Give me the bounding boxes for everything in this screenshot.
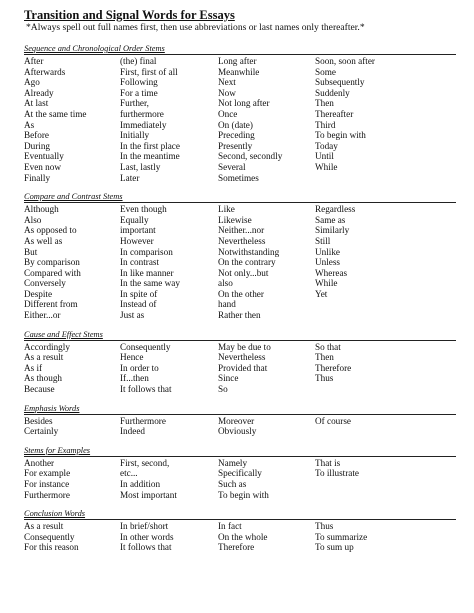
word-cell: Similarly — [315, 225, 350, 236]
word-cell: During — [24, 140, 51, 151]
word-cell — [315, 426, 456, 437]
word-cell: Equally — [120, 214, 149, 225]
word-cell: Next — [218, 77, 236, 88]
word-cell: Even now — [24, 161, 61, 172]
word-cell: Today — [315, 140, 338, 151]
word-cell: First, first of all — [120, 66, 178, 77]
word-cell: At the same time — [24, 108, 87, 119]
word-cell: Nevertheless — [218, 352, 266, 363]
word-cell: Of course — [315, 415, 351, 426]
word-cell: By comparison — [24, 257, 80, 268]
word-cell: Last, lastly — [120, 161, 161, 172]
word-cell: Since — [218, 373, 239, 384]
word-cell: Furthermore — [120, 415, 166, 426]
word-cell: In fact — [218, 521, 242, 532]
word-cell: Sometimes — [218, 172, 259, 183]
word-cell: Rather then — [218, 310, 261, 321]
section-conclusion-words — [24, 509, 456, 553]
document-subtitle: *Always spell out full names first, then use abbreviations or last names only thereafter.* — [26, 22, 365, 33]
section-emphasis-words — [24, 404, 456, 437]
word-cell: But — [24, 246, 38, 257]
word-cell: Conversely — [24, 278, 66, 289]
word-cell: As if — [24, 362, 43, 373]
word-cell: Accordingly — [24, 341, 70, 352]
word-cell: important — [120, 225, 156, 236]
word-cell: On the other — [218, 288, 264, 299]
word-cell — [315, 384, 456, 395]
section-sequence-and-chronological-order-stems — [24, 44, 456, 183]
word-cell: Later — [120, 172, 140, 183]
word-cell: Instead of — [120, 299, 157, 310]
word-cell: furthermore — [120, 108, 164, 119]
word-cell — [315, 173, 456, 184]
word-cell: Following — [120, 77, 158, 88]
word-cell: Compared with — [24, 267, 81, 278]
word-cell: However — [120, 235, 154, 246]
word-cell: Regardless — [315, 204, 356, 215]
word-cell: Furthermore — [24, 489, 70, 500]
word-cell: Further, — [120, 98, 149, 109]
word-cell: Notwithstanding — [218, 246, 280, 257]
word-cell: To begin with — [218, 489, 269, 500]
word-cell — [315, 479, 456, 490]
word-cell: Ago — [24, 77, 40, 88]
word-cell: While — [315, 278, 338, 289]
word-cell: As — [24, 119, 35, 130]
word-cell: For instance — [24, 479, 70, 489]
word-cell: Provided that — [218, 362, 268, 373]
word-cell: Also — [24, 214, 42, 225]
word-cell: After — [24, 56, 44, 66]
word-cell: Besides — [24, 415, 53, 426]
word-cell: Specifically — [218, 468, 262, 479]
section-cause-and-effect-stems — [24, 330, 456, 395]
word-cell: Several — [218, 161, 246, 172]
word-cell: Third — [315, 119, 336, 130]
word-cell: Either...or — [24, 310, 61, 321]
word-cell: As opposed to — [24, 225, 77, 236]
word-cell — [315, 299, 456, 310]
section-heading: Compare and Contrast Stems — [24, 192, 456, 203]
word-cell: etc... — [120, 468, 138, 479]
word-cell: Unless — [315, 257, 341, 268]
word-cell: Like — [218, 204, 235, 215]
word-cell: Thus — [315, 373, 334, 384]
section-stems-for-examples — [24, 446, 456, 500]
word-cell: It follows that — [120, 384, 172, 395]
word-cell: If...then — [120, 373, 149, 384]
word-cell: Nevertheless — [218, 235, 266, 246]
word-cell: Whereas — [315, 267, 348, 278]
word-cell: Second, secondly — [218, 151, 283, 162]
word-cell: (the) final — [120, 56, 157, 66]
word-cell — [315, 490, 456, 501]
sections-container — [24, 44, 456, 553]
section-heading: Conclusion Words — [24, 509, 456, 520]
word-cell: For example — [24, 468, 71, 479]
word-cell: Then — [315, 352, 334, 363]
section-heading: Stems for Examples — [24, 446, 456, 457]
word-cell: hand — [218, 299, 236, 310]
word-cell: In brief/short — [120, 521, 169, 532]
word-cell: Long after — [218, 56, 257, 66]
word-cell: For this reason — [24, 542, 79, 553]
word-cell: Subsequently — [315, 77, 365, 88]
word-cell: As a result — [24, 352, 64, 363]
word-grid — [24, 416, 456, 437]
word-cell: Just as — [120, 310, 145, 321]
word-cell: Most important — [120, 489, 177, 500]
word-cell: Therefore — [315, 362, 352, 373]
word-cell: Until — [315, 151, 334, 162]
word-cell — [315, 310, 456, 321]
word-cell: On the contrary — [218, 257, 276, 268]
word-cell: In addition — [120, 479, 161, 489]
section-heading: Sequence and Chronological Order Stems — [24, 44, 456, 55]
word-cell: Indeed — [120, 426, 145, 437]
word-cell: Eventually — [24, 151, 64, 162]
word-cell: Namely — [218, 457, 248, 468]
word-cell: Not long after — [218, 98, 270, 109]
word-cell: Thus — [315, 521, 334, 532]
word-cell: Immediately — [120, 119, 167, 130]
word-cell: May be due to — [218, 341, 271, 352]
word-cell: Not only...but — [218, 267, 269, 278]
word-cell: Some — [315, 66, 336, 77]
word-cell: Finally — [24, 172, 51, 183]
word-cell: Now — [218, 87, 236, 98]
word-cell: Already — [24, 87, 54, 98]
word-cell: In order to — [120, 362, 159, 373]
word-cell: To begin with — [315, 130, 366, 141]
word-cell: To illustrate — [315, 468, 360, 479]
word-cell: For a time — [120, 87, 158, 98]
word-cell: Consequently — [24, 531, 75, 542]
word-grid — [24, 521, 456, 553]
word-cell: Meanwhile — [218, 66, 260, 77]
word-cell: Afterwards — [24, 66, 66, 77]
word-cell: In like manner — [120, 267, 174, 278]
word-cell: also — [218, 278, 233, 289]
word-cell: Despite — [24, 288, 53, 299]
word-cell: As though — [24, 373, 63, 384]
word-cell: It follows that — [120, 542, 172, 553]
word-grid — [24, 56, 456, 183]
word-cell: Certainly — [24, 426, 59, 437]
word-cell: Suddenly — [315, 87, 350, 98]
word-cell: Obviously — [218, 426, 257, 437]
word-cell: On the whole — [218, 531, 268, 542]
word-grid — [24, 458, 456, 500]
word-cell: First, second, — [120, 457, 170, 468]
word-cell: Moreover — [218, 415, 255, 426]
document-title: Transition and Signal Words for Essays — [24, 8, 235, 22]
word-cell: Once — [218, 108, 238, 119]
word-cell: Neither...nor — [218, 225, 265, 236]
word-cell: Hence — [120, 352, 144, 363]
word-cell: In spite of — [120, 288, 158, 299]
word-cell: To summarize — [315, 531, 368, 542]
word-cell: To sum up — [315, 542, 354, 553]
word-cell: Such as — [218, 479, 247, 489]
word-cell: In the first place — [120, 140, 180, 151]
word-cell: In contrast — [120, 257, 160, 268]
word-cell: As a result — [24, 521, 64, 532]
word-cell: Because — [24, 384, 55, 395]
section-heading: Emphasis Words — [24, 404, 456, 415]
word-cell: In comparison — [120, 246, 173, 257]
word-grid — [24, 342, 456, 395]
word-cell: Different from — [24, 299, 78, 310]
word-cell: Presently — [218, 140, 253, 151]
word-cell: Soon, soon after — [315, 56, 375, 66]
word-cell: Preceding — [218, 130, 255, 141]
word-cell: Although — [24, 204, 59, 215]
word-cell: On (date) — [218, 119, 253, 130]
word-cell: Another — [24, 457, 55, 468]
word-grid — [24, 204, 456, 321]
section-heading: Cause and Effect Stems — [24, 330, 456, 341]
word-cell: In the meantime — [120, 151, 180, 162]
word-cell: Same as — [315, 214, 346, 225]
word-cell: Then — [315, 98, 334, 109]
word-cell: Unlike — [315, 246, 341, 257]
word-cell: Thereafter — [315, 108, 354, 119]
section-compare-and-contrast-stems — [24, 192, 456, 321]
word-cell: So that — [315, 341, 341, 352]
word-cell: Therefore — [218, 542, 255, 553]
word-cell: In other words — [120, 531, 174, 542]
word-cell: Still — [315, 235, 331, 246]
word-cell: As well as — [24, 235, 63, 246]
word-cell: At last — [24, 98, 49, 109]
word-cell: Even though — [120, 204, 167, 215]
word-cell: That is — [315, 457, 341, 468]
word-cell: Yet — [315, 288, 328, 299]
word-cell: Likewise — [218, 214, 252, 225]
word-cell: Initially — [120, 130, 150, 141]
word-cell: So — [218, 384, 228, 395]
word-cell: Before — [24, 130, 49, 141]
word-cell: While — [315, 161, 338, 172]
word-cell: In the same way — [120, 278, 180, 289]
word-cell: Consequently — [120, 341, 171, 352]
